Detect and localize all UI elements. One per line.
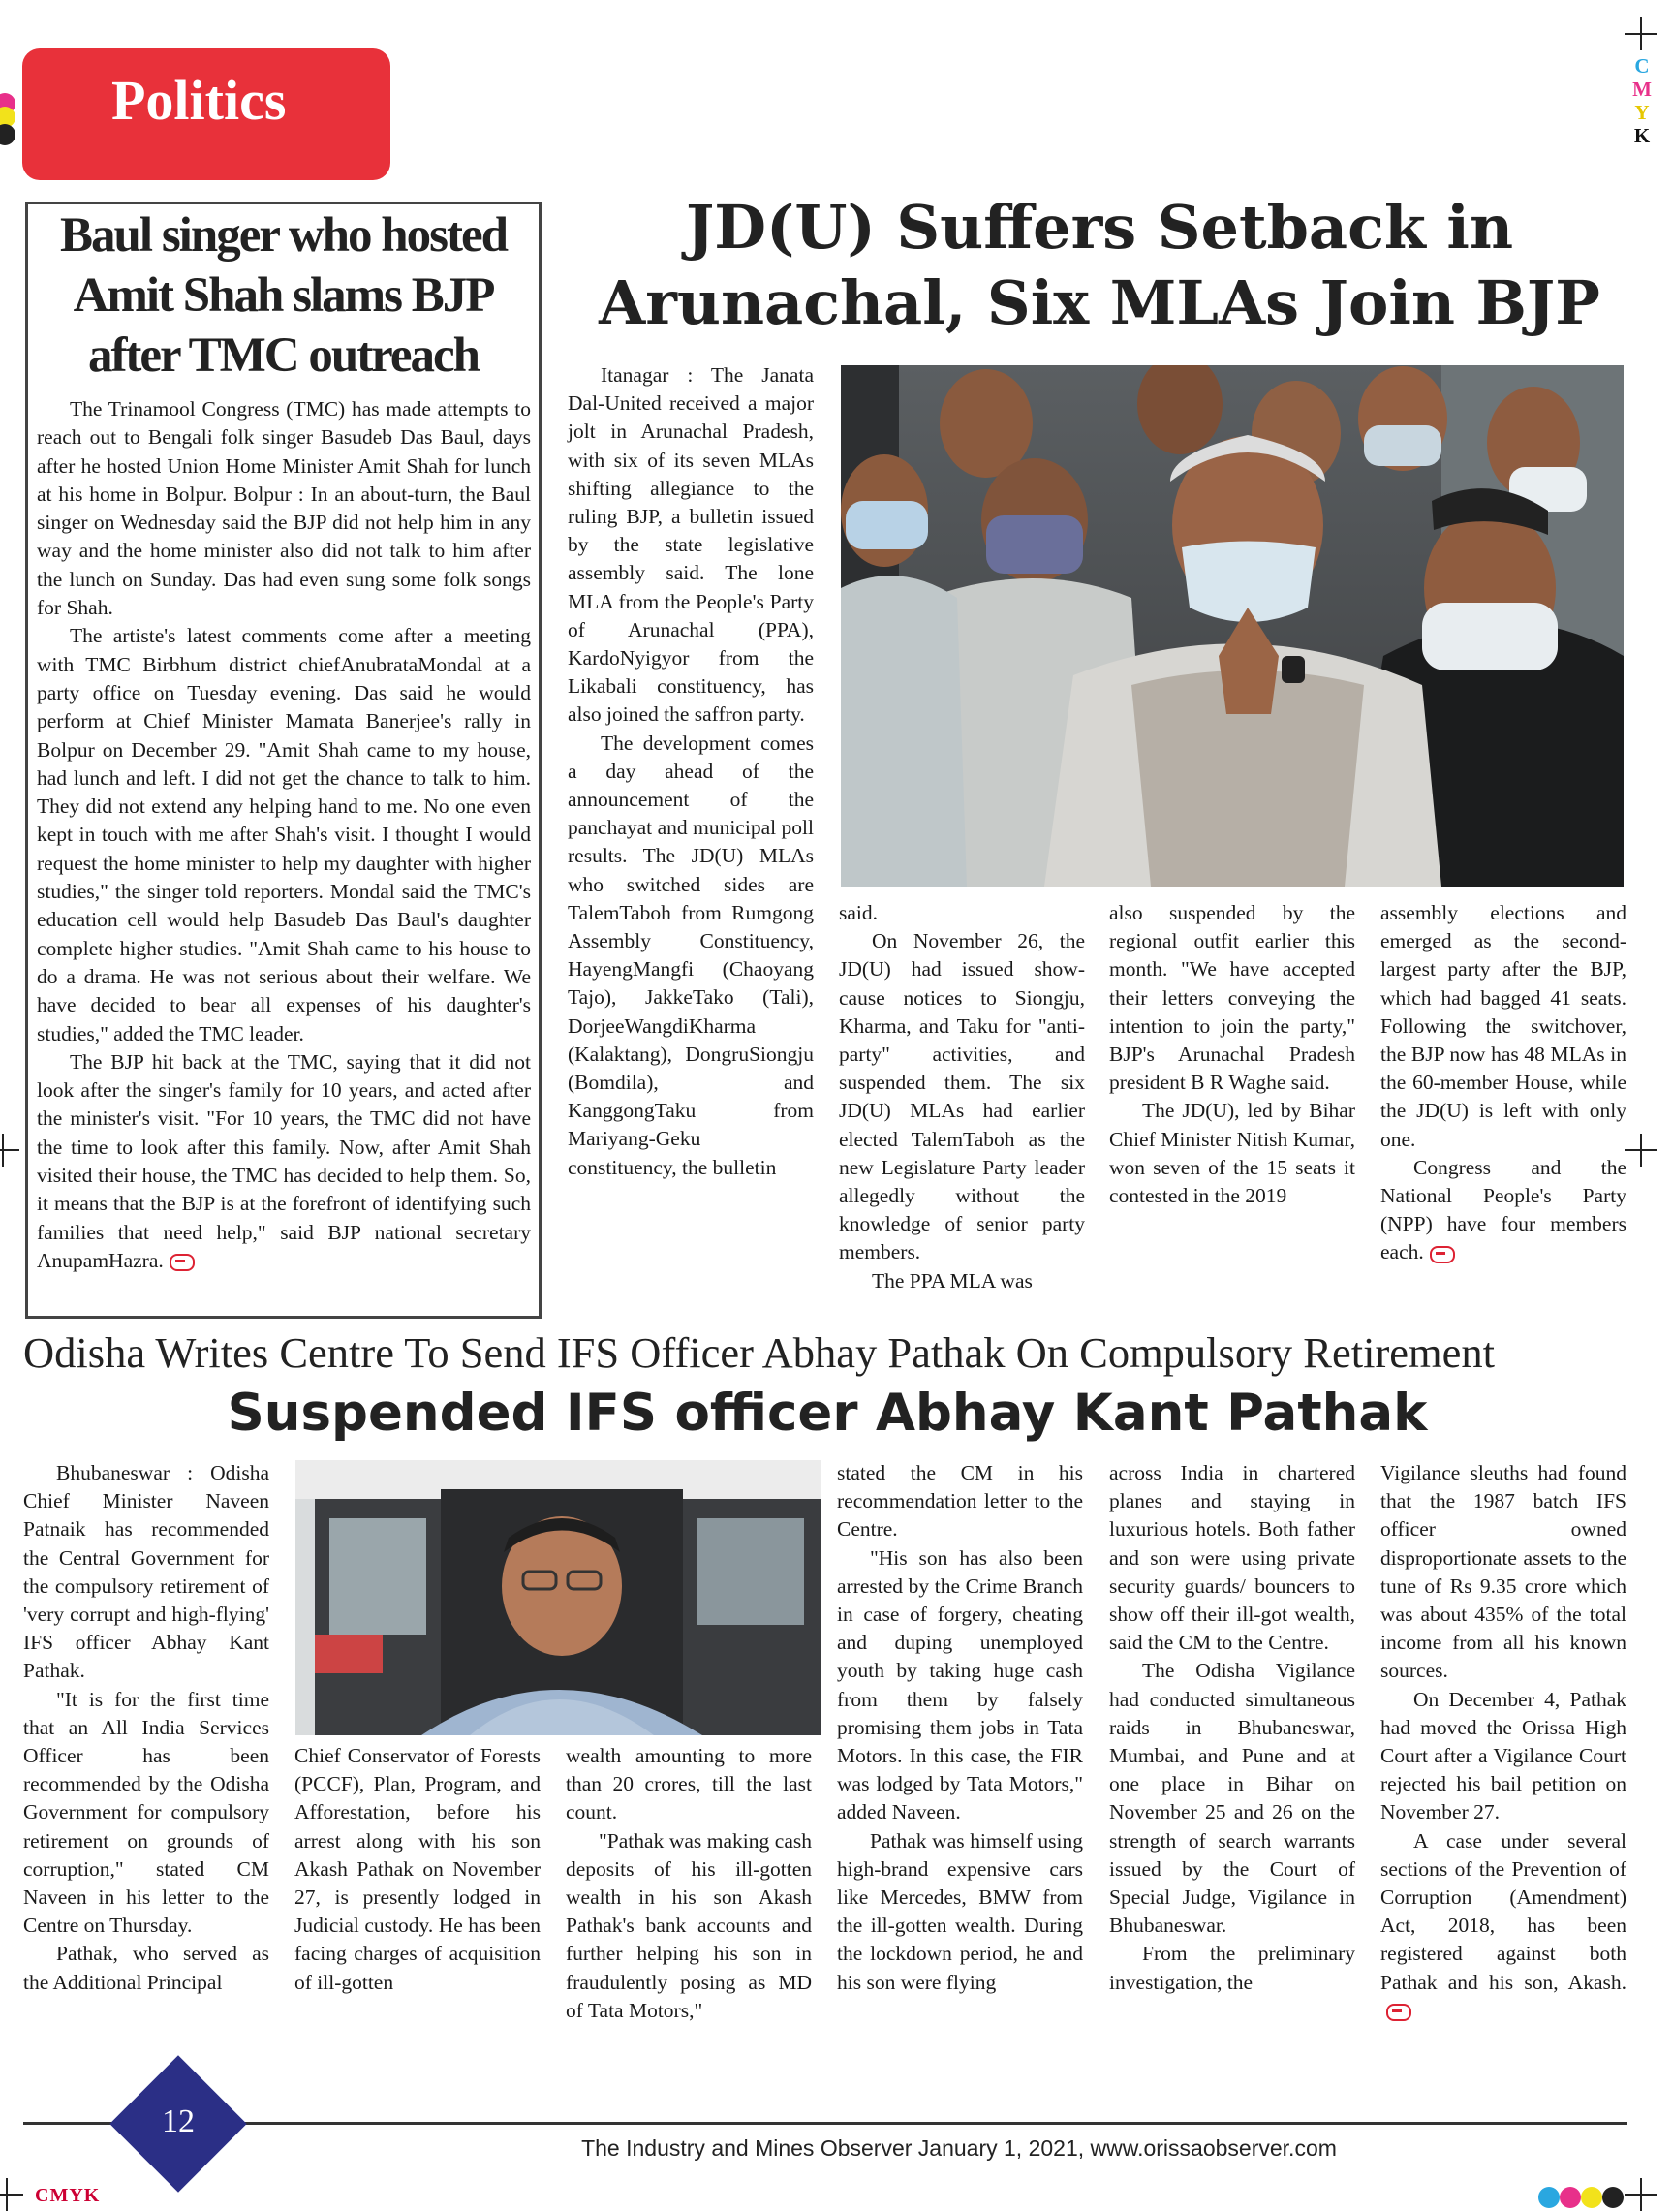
lead-col-2 [839,899,1085,1295]
color-dot-magenta [1560,2187,1581,2208]
lead-col-3 [1109,899,1355,1210]
lead-paragraph: Itanagar : The Janata Dal-United received a major jolt in Arunachal Pradesh, with six of its seven MLAs shifting allegiance to the ruling BJP, a bulletin issued by the state legislative assembly said. The lone MLA from the People's Party of Arunachal (PPA), KardoNyigyor from the Likabali constituency, has also joined the saffron party. [568,363,814,727]
second-col-3 [566,1742,812,2025]
end-mark-icon [170,1254,195,1271]
lead-col-4 [1380,899,1626,1267]
second-paragraph: Vigilance sleuths had found that the 1987 batch IFS officer owned disproportionate assets to the tune of Rs 9.35 crore which was about 435% of the total income from all his known sources. [1380,1461,1626,1683]
lead-paragraph-text: Congress and the National People's Party (NPP) have four members each. [1380,1155,1626,1264]
lead-paragraph: assembly elections and emerged as the second-largest party after the BJP, which had bagged 41 seats. Following the switchover, the BJP now has 48 MLAs in the 60-member House, while the JD(U) is left with only one. [1380,901,1626,1151]
second-col-6 [1380,1459,1626,2025]
second-paragraph: "It is for the first time that an All India Services Officer has been recommended by the Odisha Government for compulsory retirement on grounds of corruption," stated CM Naveen in his letter to the Centre on Thursday. [23,1687,269,1938]
pathak-photo-illustration [295,1460,821,1735]
second-col-2 [294,1742,541,1997]
lead-paragraph: On November 26, the JD(U) had issued show-cause notices to Siongju, Kharma, and Taku for "anti-party" activities, and suspended them. The six JD(U) MLAs had earlier elected TalemTaboh as the new Legislature Party leader allegedly without the knowledge of senior party members. [839,929,1085,1264]
sidebar-paragraph-text: The BJP hit back at the TMC, saying that it did not look after the singer's family for 10 years, and acted after the minister's visit. "For 10 years, the TMC did not have the time to look after this family. Now, after Amit Shah visited their house, the TMC has decided to help them. So, it means that the BJP is at the forefront of identifying such families that need help," said BJP national secretary AnupamHazra. [37,1049,531,1272]
second-paragraph: "His son has also been arrested by the Crime Branch in case of forgery, cheating and duping unemployed youth by taking huge cash from them by falsely promising them jobs in Tata Motors. In this case, the FIR was lodged by Tata Motors," added Naveen. [837,1545,1083,1824]
section-label: Politics [111,69,287,132]
second-paragraph: stated the CM in his recommendation letter to the Centre. [837,1461,1083,1542]
second-paragraph: Pathak, who served as the Additional Principal [23,1942,269,1994]
registration-mark-left [0,1134,19,1167]
footer-rule [23,2122,1627,2125]
color-dot-black [0,124,15,145]
sidebar-paragraph: The Trinamool Congress (TMC) has made attempts to reach out to Bengali folk singer Basudeb Das Baul, days after he hosted Union Home Minister Amit Shah for lunch at his home in Bolpur. Bolpur : In an about-turn, the Baul singer on Wednesday said the BJP did not help him in any way and the home minister also did not talk to him after the lunch on Sunday. Das had even sung some folk songs for Shah. [37,397,531,620]
lead-photo-illustration [841,365,1624,887]
sidebar-paragraph [37,1048,531,1275]
lead-paragraph: The JD(U), led by Bihar Chief Minister Nitish Kumar, won seven of the 15 seats it contested in the 2019 [1109,1099,1355,1208]
second-paragraph: wealth amounting to more than 20 crores, till the last count. [566,1744,812,1824]
lead-paragraph [1380,1154,1626,1267]
section-tab [22,48,390,180]
pathak-photo [295,1460,821,1735]
second-paragraph: Bhubaneswar : Odisha Chief Minister Naveen Patnaik has recommended the Central Government for the compulsory retirement of 'very corrupt and high-flying' IFS officer Abhay Kant Pathak. [23,1461,269,1683]
cmyk-y: Y [1634,101,1650,124]
footer-text: The Industry and Mines Observer January 1, 2021, www.orissaobserver.com [581,2135,1337,2161]
lead-col-1 [568,361,814,1182]
registration-mark-top-right [1625,17,1657,50]
page-number: 12 [162,2103,195,2139]
end-mark-icon [1386,2004,1411,2021]
color-dot-black [1602,2187,1624,2208]
sidebar-body [37,395,531,1275]
lead-paragraph: The PPA MLA was [872,1268,1033,1293]
cmyk-k: K [1633,124,1651,147]
second-paragraph: The Odisha Vigilance had conducted simultaneous raids in Bhubaneswar, Mumbai, and Pune and at one place in Bihar on November 25 and 26 on the strength of search warrants issued by the Court of Special Judge, Vigilance in Bhubaneswar. [1109,1659,1355,1938]
lead-headline: JD(U) Suffers Setback in Arunachal, Six MLAs Join BJP [599,192,1600,338]
registration-mark-bottom-left [0,2178,23,2211]
second-paragraph: On December 4, Pathak had moved the Orissa High Court after a Vigilance Court rejected his bail petition on November 27. [1380,1687,1626,1824]
cmyk-c: C [1634,54,1650,78]
cmyk-vertical-label [1627,54,1657,147]
sidebar-headline: Baul singer who hosted Amit Shah slams BJP after TMC outreach [60,208,507,383]
lead-paragraph: The development comes a day ahead of the announcement of the panchayat and municipal poll results. The JD(U) MLAs who switched sides are TalemTaboh from Rumgong Assembly Constituency, HayengMangfi (Chaoyang Tajo), JakkeTako (Tali), DorjeeWangdiKharma (Kalaktang), DongruSiongju (Bomdila), and KanggongTaku from Mariyang-Geku constituency, the bulletin [568,731,814,1179]
color-dot-cyan [1538,2187,1560,2208]
second-paragraph: Chief Conservator of Forests (PCCF), Plan, Program, and Afforestation, before his arrest along with his son Akash Pathak on November 27, is presently lodged in Judicial custody. He has been facing charges of acquisition of ill-gotten [294,1744,541,1994]
second-headline: Suspended IFS officer Abhay Kant Pathak [227,1384,1428,1443]
second-paragraph: "Pathak was making cash deposits of his ill-gotten wealth in his son Akash Pathak's bank accounts and further helping his son in fraudulently posing as MD of Tata Motors," [566,1828,812,2022]
sidebar-paragraph: The artiste's latest comments come after a meeting with TMC Birbhum district chiefAnubrataMondal at a party office on Tuesday evening. Das said he would perform at Chief Minister Mamata Banerjee's rally in Bolpur on December 29. "Amit Shah came to my house, had lunch and left. I did not get the chance to talk to him. They did not extend any helping hand to me. No one even kept in touch with me after Shah's visit. I thought I would request the home minister to help my daughter with higher studies," the singer told reporters. Mondal said the TMC's education cell would help Basudeb Das Baul's daughter complete higher studies. "Amit Shah came to his house to do a drama. He was not serious about their welfare. We have decided to bear all expenses of his daughter's studies," added the TMC leader. [37,624,531,1045]
second-paragraph: From the preliminary investigation, the [1109,1942,1355,1994]
second-paragraph-text: A case under several sections of the Prevention of Corruption (Amendment) Act, 2018, has been registered against both Pathak and his son, Akash. [1380,1828,1626,1994]
color-dot-yellow [1581,2187,1602,2208]
lead-paragraph: also suspended by the regional outfit earlier this month. "We have accepted their letters conveying the intention to join the party," BJP's Arunachal Pradesh president B R Waghe said. [1109,901,1355,1095]
second-col-5 [1109,1459,1355,1997]
registration-mark-bottom-right [1625,2178,1657,2211]
second-kicker: Odisha Writes Centre To Send IFS Officer Abhay Pathak On Compulsory Retirement [23,1328,1496,1377]
second-col-1 [23,1459,269,1997]
lead-paragraph: said. [839,901,879,924]
cmyk-m: M [1632,78,1652,101]
second-paragraph: across India in chartered planes and staying in luxurious hotels. Both father and son were using private security guards/ bouncers to show off their ill-got wealth, said the CM to the Centre. [1109,1461,1355,1655]
lead-photo [841,365,1624,887]
end-mark-icon [1430,1246,1455,1263]
second-col-4 [837,1459,1083,1997]
cmyk-bottom-label: CMYK [35,2185,101,2206]
registration-mark-right [1625,1134,1657,1167]
second-paragraph [1380,1827,1626,2025]
second-paragraph: Pathak was himself using high-brand expensive cars like Mercedes, BMW from the ill-gotten wealth. During the lockdown period, he and his son were flying [837,1828,1083,1994]
